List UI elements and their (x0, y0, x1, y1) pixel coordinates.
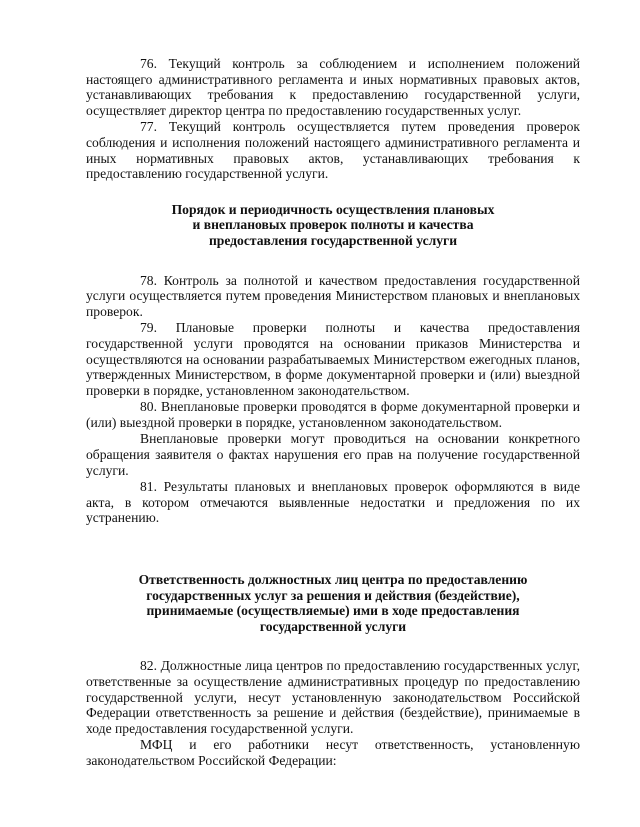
heading-line: Ответственность должностных лиц центра по предоставлению (138, 572, 528, 588)
paragraph-77: 77. Текущий контроль осуществляется путем проведения проверок соблюдения и исполнения положений настоящего административного регламента и иных нормативных правовых актов, устанавливающих требования к предоставлению государственной услуги. (86, 119, 580, 182)
heading-line: государственных услуг за решения и действия (бездействие), (146, 587, 520, 603)
paragraph-81: 81. Результаты плановых и внеплановых проверок оформляются в виде акта, в котором отмечаются выявленные недостатки и предложения по их устранению. (86, 479, 580, 526)
heading-line: Порядок и периодичность осуществления плановых (171, 201, 495, 217)
paragraph-82: 82. Должностные лица центров по предоставлению государственных услуг, ответственные за осуществление административных процедур по предоставлению государственной услуги, несут установленную законодательством Российской Федерации ответственность за решение и действия (бездействие), принимаемые в ходе предоставления государственной услуги. (86, 658, 580, 736)
heading-line: и внеплановых проверок полноты и качества (192, 217, 474, 233)
paragraph-76: 76. Текущий контроль за соблюдением и исполнением положений настоящего административного регламента и иных нормативных правовых актов, устанавливающих требования к предоставлению государственной услуги, осуществляет директор центра по предоставлению государственных услуг. (86, 56, 580, 118)
section-heading-responsibility (86, 572, 580, 634)
paragraph-82-continued: МФЦ и его работники несут ответственность, установленную законодательством Российской Федерации: (86, 737, 580, 768)
paragraph-80: 80. Внеплановые проверки проводятся в форме документарной проверки и (или) выездной проверки в порядке, установленном законодательством. (86, 399, 580, 430)
heading-line: принимаемые (осуществляемые) ими в ходе предоставления (146, 603, 520, 619)
section-heading-inspections (86, 202, 580, 249)
paragraph-78: 78. Контроль за полнотой и качеством предоставления государственной услуги осуществляется путем проведения Министерством плановых и внеплановых проверок. (86, 272, 580, 319)
heading-line: предоставления государственной услуги (208, 232, 458, 248)
paragraph-80-continued: Внеплановые проверки могут проводиться на основании конкретного обращения заявителя о фактах нарушения его прав на получение государственной услуги. (86, 431, 580, 478)
paragraph-79: 79. Плановые проверки полноты и качества предоставления государственной услуги проводятся на основании приказов Министерства и осуществляются на основании разрабатываемых Министерством ежегодных планов, утвержденных Министерством, в форме документарной проверки и (или) выездной проверки в порядке, установленном законодательством. (86, 320, 580, 398)
heading-line: государственной услуги (259, 618, 407, 634)
